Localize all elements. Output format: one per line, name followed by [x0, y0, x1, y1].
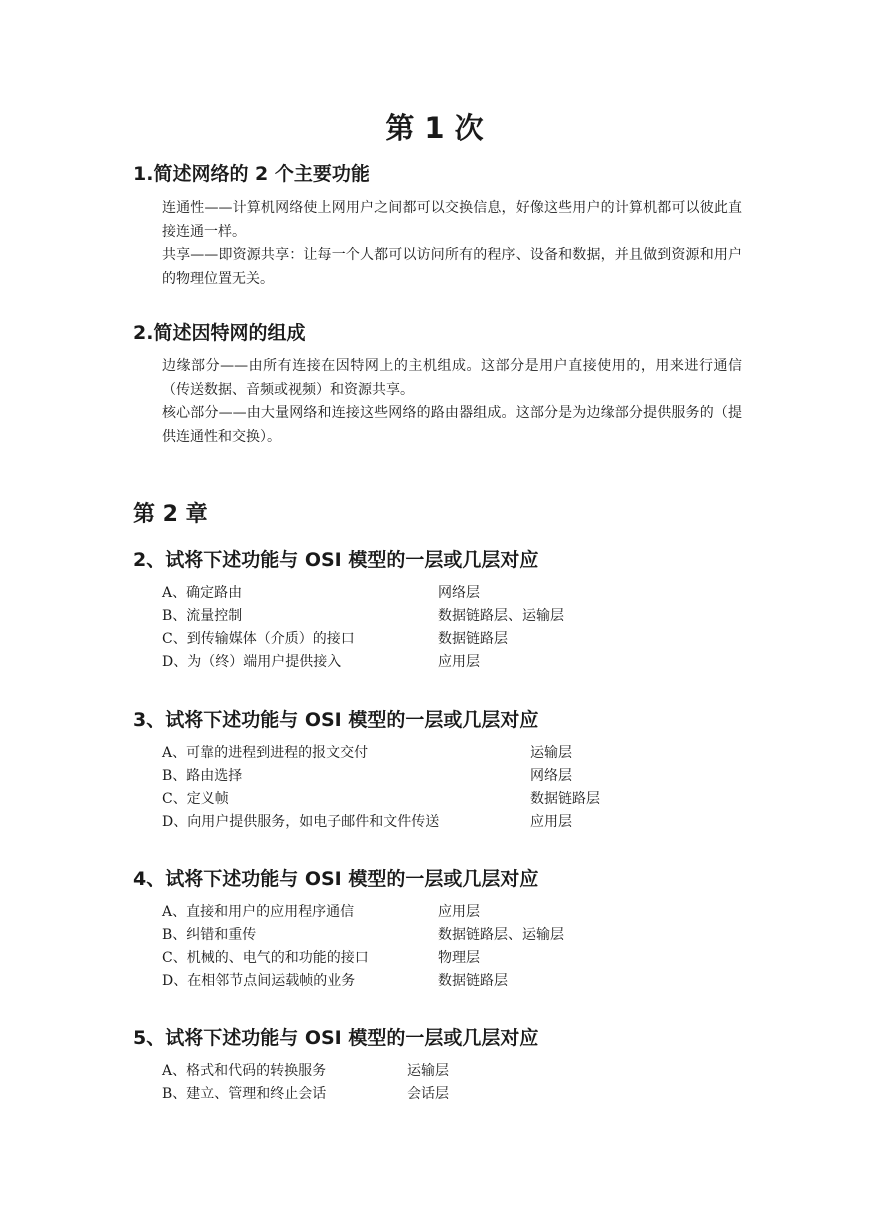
layer-answer: 运输层: [530, 745, 572, 761]
page-title: 第 1 次: [385, 111, 484, 145]
q1-paragraph: 连通性——计算机网络使上网用户之间都可以交换信息，好像这些用户的计算机都可以彼此直接连通一样。: [162, 200, 742, 240]
layer-answer: 网络层: [438, 585, 480, 601]
q2-answer: [162, 355, 742, 449]
layer-answer: 物理层: [438, 950, 480, 966]
function-item: A、格式和代码的转换服务: [162, 1063, 327, 1079]
function-item: A、可靠的进程到进程的报文交付: [162, 745, 369, 761]
layer-answer: 数据链路层、运输层: [438, 927, 564, 943]
function-item: D、为（终）端用户提供接入: [162, 654, 342, 670]
layer-answer: 数据链路层: [438, 631, 508, 647]
q2-paragraph: 边缘部分——由所有连接在因特网上的主机组成。这部分是用户直接使用的，用来进行通信（传送数据、音频或视频）和资源共享。: [162, 358, 742, 398]
layer-answer: 数据链路层: [530, 791, 600, 807]
q1-answer: [162, 197, 742, 291]
function-item: A、确定路由: [162, 585, 243, 601]
function-item: B、流量控制: [162, 608, 243, 624]
layer-answer: 应用层: [530, 814, 572, 830]
function-item: D、在相邻节点间运载帧的业务: [162, 973, 356, 989]
function-item: A、直接和用户的应用程序通信: [162, 904, 355, 920]
q2-heading: 2.简述因特网的组成: [133, 322, 306, 344]
layer-answer: 网络层: [530, 768, 572, 784]
function-item: B、建立、管理和终止会话: [162, 1086, 327, 1102]
function-item: B、纠错和重传: [162, 927, 257, 943]
function-item: C、定义帧: [162, 791, 229, 807]
q1-paragraph: 共享——即资源共享：让每一个人都可以访问所有的程序、设备和数据，并且做到资源和用户的物理位置无关。: [162, 247, 742, 287]
section-heading: 4、试将下述功能与 OSI 模型的一层或几层对应: [133, 868, 539, 890]
section-heading: 5、试将下述功能与 OSI 模型的一层或几层对应: [133, 1027, 539, 1049]
function-item: D、向用户提供服务，如电子邮件和文件传送: [162, 814, 440, 830]
function-item: C、机械的、电气的和功能的接口: [162, 950, 369, 966]
q1-heading: 1.简述网络的 2 个主要功能: [133, 163, 370, 185]
function-item: C、到传输媒体（介质）的接口: [162, 631, 355, 647]
layer-answer: 数据链路层、运输层: [438, 608, 564, 624]
layer-answer: 应用层: [438, 904, 480, 920]
section-heading: 2、试将下述功能与 OSI 模型的一层或几层对应: [133, 549, 539, 571]
chapter-2-heading: 第 2 章: [133, 502, 208, 527]
layer-answer: 运输层: [407, 1063, 449, 1079]
layer-answer: 数据链路层: [438, 973, 508, 989]
section-heading: 3、试将下述功能与 OSI 模型的一层或几层对应: [133, 709, 539, 731]
layer-answer: 会话层: [407, 1086, 449, 1102]
layer-answer: 应用层: [438, 654, 480, 670]
function-item: B、路由选择: [162, 768, 243, 784]
q2-paragraph: 核心部分——由大量网络和连接这些网络的路由器组成。这部分是为边缘部分提供服务的（提供连通性和交换）。: [162, 405, 742, 445]
